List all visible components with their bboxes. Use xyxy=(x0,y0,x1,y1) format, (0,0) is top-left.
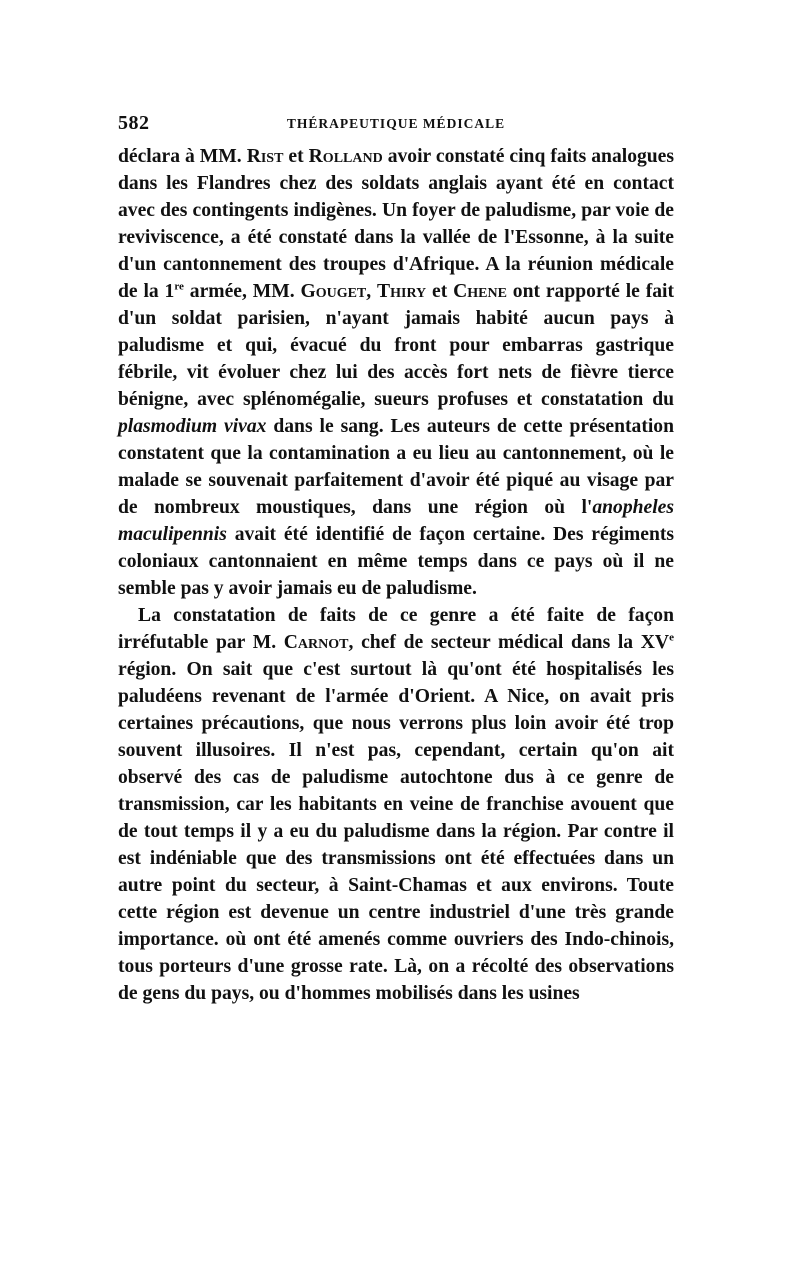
text-run: et xyxy=(283,146,309,167)
body-text xyxy=(118,143,674,1007)
book-page xyxy=(118,112,674,1007)
page-number: 582 xyxy=(118,112,150,134)
text-run: avait été identifié de façon certaine. Des régiments coloniaux cantonnaient en même temps dans ce pays où il ne semble pas y avoir jamais eu de paludisme. xyxy=(118,524,674,599)
text-run: dans le sang. Les auteurs de cette présentation constatent que la contamination a eu lieu au cantonnement, où le malade se souvenait parfaitement d'avoir été piqué au visage par de nombreux moustiques, dans une région où l' xyxy=(118,416,674,518)
superscript: e xyxy=(669,631,674,644)
italic-term: anopheles maculipennis xyxy=(118,497,674,545)
author-name: Gouget xyxy=(300,281,367,302)
author-name: Rist xyxy=(246,146,284,167)
paragraph xyxy=(118,143,674,602)
text-run: , xyxy=(366,281,378,302)
paragraph xyxy=(118,602,674,1007)
text-run: La constatation de faits de ce genre a été faite de façon irréfutable par M. xyxy=(118,605,674,653)
author-name: Rolland xyxy=(308,146,383,167)
text-run: et xyxy=(426,281,454,302)
text-run: armée, MM. xyxy=(183,281,301,302)
author-name: Carnot xyxy=(283,632,349,653)
author-name: Chene xyxy=(453,281,507,302)
text-run: , chef de secteur médical dans la XV xyxy=(348,632,670,653)
text-run: région. On sait que c'est surtout là qu'ont été hospitalisés les paludéens revenant de l'armée d'Orient. A Nice, on avait pris certaines précautions, que nous verrons plus loin avoir été trop souvent illusoires. Il n'est pas, cependant, certain qu'on ait observé des cas de paludisme autochtone dus à ce genre de transmission, car les habitants en veine de franchise avouent que de tout temps il y a eu du paludisme dans la région. Par contre il est indéniable que des transmissions ont été effectuées dans un autre point du secteur, à Saint-Chamas et aux environs. Toute cette région est devenue un centre industriel d'une très grande importance. où ont été amenés comme ouvriers des Indo-chinois, tous porteurs d'une grosse rate. Là, on a récolté des observations de gens du pays, ou d'hommes mobilisés dans les usines xyxy=(118,659,674,1004)
author-name: Thiry xyxy=(377,281,427,302)
text-run: ont rapporté le fait d'un soldat parisien, n'ayant jamais habité aucun pays à paludisme et qui, évacué du front pour embarras gastrique fébrile, vit évoluer chez lui des accès fort nets de fièvre tierce bénigne, avec splénomégalie, sueurs profuses et constatation du xyxy=(118,281,674,410)
italic-term: plasmodium vivax xyxy=(118,416,267,437)
superscript: re xyxy=(174,280,184,293)
text-run: déclara à MM. xyxy=(118,146,247,167)
text-run: avoir constaté cinq faits analogues dans les Flandres chez des soldats anglais ayant été en contact avec des contingents indigènes. Un foyer de paludisme, par voie de reviviscence, a été constaté dans la vallée de l'Essonne, à la suite d'un cantonnement des troupes d'Afrique. A la réunion médicale de la 1 xyxy=(118,146,675,302)
page-header xyxy=(118,112,674,142)
running-title: THÉRAPEUTIQUE MÉDICALE xyxy=(286,116,506,131)
